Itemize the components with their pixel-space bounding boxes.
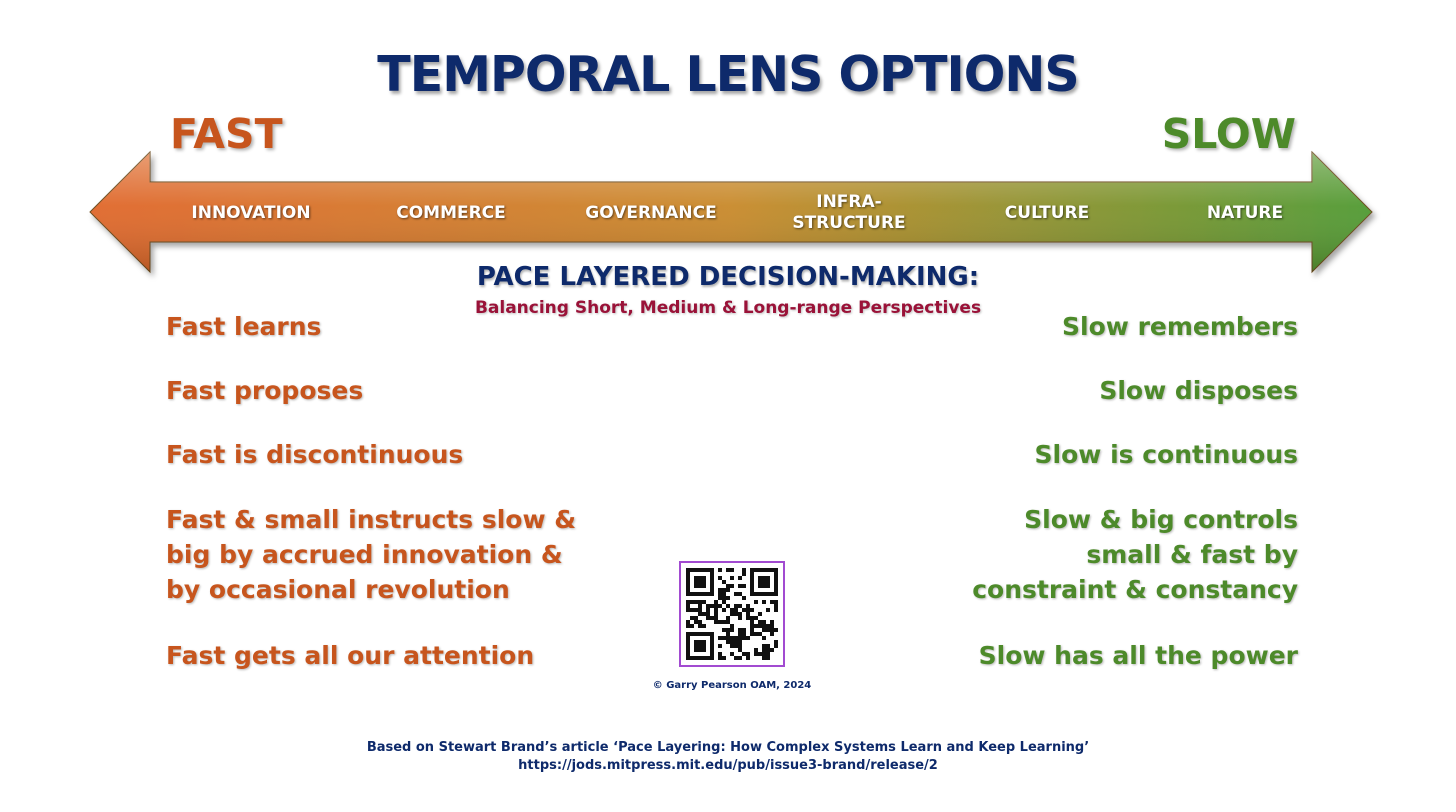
copyright: © Garry Pearson OAM, 2024 [652, 680, 812, 691]
segment-governance: GOVERNANCE [585, 202, 717, 223]
segment-innovation: INNOVATION [191, 202, 311, 223]
source-note: Based on Stewart Brand’s article ‘Pace Layering: How Complex Systems Learn and Keep Learning’ [366, 740, 1090, 755]
fast-slow-arrow [0, 0, 1456, 290]
slow-statement: Slow remembers [1062, 312, 1298, 341]
slow-statement: Slow & big controls small & fast by constraint & constancy [972, 505, 1298, 604]
section-heading: PACE LAYERED DECISION-MAKING: [476, 262, 980, 292]
segment-commerce: COMMERCE [396, 202, 506, 223]
qr-code-icon [686, 568, 778, 660]
slow-statement: Slow has all the power [978, 641, 1298, 670]
slow-label: SLOW [1161, 110, 1296, 158]
segment-culture: CULTURE [1004, 202, 1090, 223]
fast-statement: Fast learns [166, 312, 322, 341]
fast-statement: Fast is discontinuous [166, 440, 464, 469]
fast-statement: Fast proposes [166, 376, 364, 405]
segment-nature: NATURE [1206, 202, 1284, 223]
fast-statement: Fast & small instructs slow & big by accrued innovation & by occasional revolution [166, 505, 577, 604]
segment-infrastructure: INFRA- STRUCTURE [792, 192, 906, 233]
source-url[interactable]: https://jods.mitpress.mit.edu/pub/issue3-brand/release/2 [518, 758, 938, 773]
section-tagline: Balancing Short, Medium & Long-range Perspectives [474, 298, 982, 318]
qr-code[interactable] [679, 561, 785, 667]
slow-statement: Slow disposes [1099, 376, 1298, 405]
fast-statement: Fast gets all our attention [166, 641, 535, 670]
page-title: TEMPORAL LENS OPTIONS [377, 46, 1079, 103]
slow-statement: Slow is continuous [1034, 440, 1298, 469]
fast-label: FAST [170, 110, 283, 158]
